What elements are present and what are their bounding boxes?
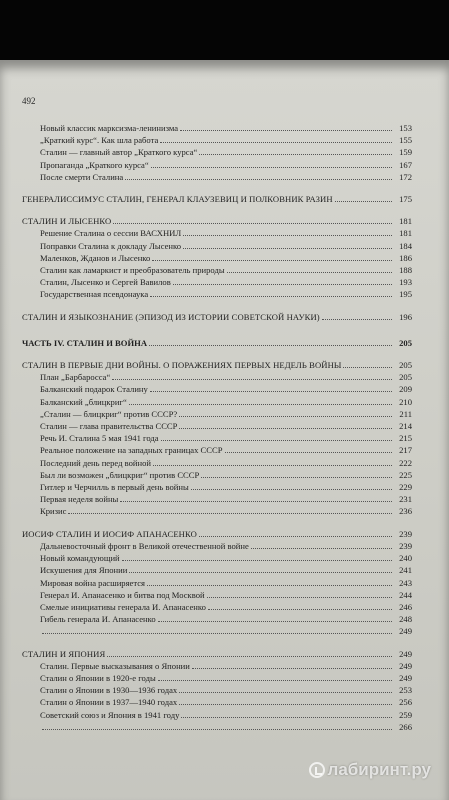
toc-entry (22, 276, 412, 288)
toc-entry-page: 215 (399, 433, 412, 444)
toc-entry-title: Сталин о Японии в 1930—1936 годах (40, 685, 178, 696)
toc-leader-dots (120, 493, 392, 502)
toc-entry (22, 505, 412, 517)
toc-entry-page: 249 (399, 672, 412, 683)
toc-leader-dots (179, 408, 392, 417)
toc-entry-title: Гитлер и Черчилль в первый день войны (40, 482, 189, 493)
toc-entry-title: Поправки Сталина к докладу Лысенко (40, 240, 182, 251)
toc-leader-dots (129, 564, 392, 573)
toc-leader-dots (68, 505, 392, 514)
toc-entry-page: 181 (399, 216, 412, 227)
toc-entry (22, 493, 412, 505)
toc-entry-title: Сталин — глава правительства СССР (40, 421, 178, 432)
toc-leader-dots (335, 193, 392, 202)
toc-entry-page: 172 (399, 171, 412, 182)
toc-entry-page: 239 (399, 540, 412, 551)
table-of-contents (22, 122, 412, 733)
toc-entry-page: 246 (399, 601, 412, 612)
toc-entry-title: Последний день перед войной (40, 457, 152, 468)
toc-entry (22, 159, 412, 171)
toc-leader-dots (179, 696, 392, 705)
toc-entry (22, 288, 412, 300)
toc-entry (22, 252, 412, 264)
toc-entry-page: 181 (399, 228, 412, 239)
toc-leader-dots (113, 215, 392, 224)
toc-leader-dots (343, 359, 392, 368)
toc-entry (22, 311, 412, 323)
toc-entry-title: Маленков, Жданов и Лысенко (40, 252, 151, 263)
toc-entry-title: Гибель генерала И. Апанасенко (40, 614, 156, 625)
toc-leader-dots (42, 721, 392, 730)
toc-spacer (22, 323, 412, 337)
toc-leader-dots (152, 252, 392, 261)
toc-entry-title: Кризис (40, 506, 67, 517)
watermark-text: лабиринт.ру (327, 760, 431, 779)
toc-entry-title: Сталин, Лысенко и Сергей Вавилов (40, 277, 171, 288)
toc-entry-title: Генерал И. Апанасенко и битва под Москвой (40, 589, 205, 600)
toc-leader-dots (149, 337, 392, 346)
toc-leader-dots (181, 709, 392, 718)
toc-leader-dots (147, 577, 392, 586)
toc-leader-dots (160, 134, 392, 143)
toc-entry-page: 196 (399, 311, 412, 322)
toc-entry-title: Сталин о Японии в 1937—1940 годах (40, 697, 178, 708)
toc-leader-dots (129, 396, 392, 405)
toc-leader-dots (251, 540, 392, 549)
toc-entry-page: 205 (399, 372, 412, 383)
toc-leader-dots (158, 613, 392, 622)
toc-leader-dots (107, 648, 392, 657)
toc-entry-title: Речь И. Сталина 5 мая 1941 года (40, 433, 159, 444)
toc-entry-title: Новый командующий (40, 553, 120, 564)
toc-entry (22, 528, 412, 540)
toc-entry-page: 253 (399, 685, 412, 696)
toc-entry (22, 193, 412, 205)
toc-leader-dots (201, 469, 392, 478)
toc-entry-page: 236 (399, 506, 412, 517)
toc-entry-title: Искушения для Японии (40, 565, 128, 576)
toc-entry-page: 241 (399, 565, 412, 576)
toc-entry-page: 175 (399, 194, 412, 205)
toc-entry-page: 159 (399, 147, 412, 158)
toc-entry (22, 672, 412, 684)
toc-entry (22, 625, 412, 637)
toc-leader-dots (150, 288, 392, 297)
toc-spacer (22, 638, 412, 648)
toc-entry-title: „Краткий курс“. Как шла работа (40, 135, 159, 146)
toc-entry-page: 195 (399, 289, 412, 300)
toc-entry (22, 481, 412, 493)
toc-entry-title: ГЕНЕРАЛИССИМУС СТАЛИН, ГЕНЕРАЛ КЛАУЗЕВИЦ И ПОЛКОВНИК РАЗИН (22, 194, 333, 205)
page-number: 492 (22, 96, 36, 106)
toc-entry-page: 211 (399, 408, 412, 419)
toc-entry-page: 243 (399, 577, 412, 588)
toc-entry (22, 564, 412, 576)
toc-entry (22, 264, 412, 276)
toc-leader-dots (180, 122, 392, 131)
toc-entry (22, 371, 412, 383)
toc-entry (22, 146, 412, 158)
toc-entry (22, 709, 412, 721)
toc-entry-title: Решение Сталина о сессии ВАСХНИЛ (40, 228, 182, 239)
toc-leader-dots (192, 660, 392, 669)
toc-entry (22, 337, 412, 349)
toc-entry (22, 420, 412, 432)
toc-entry-title: СТАЛИН В ПЕРВЫЕ ДНИ ВОЙНЫ. О ПОРАЖЕНИЯХ ПЕРВЫХ НЕДЕЛЬ ВОЙНЫ (22, 360, 342, 371)
toc-entry-title: СТАЛИН И ЯЗЫКОЗНАНИЕ (ЭПИЗОД ИЗ ИСТОРИИ СОВЕТСКОЙ НАУКИ) (22, 311, 320, 322)
toc-leader-dots (153, 457, 392, 466)
toc-entry (22, 215, 412, 227)
toc-leader-dots (225, 444, 392, 453)
toc-entry-title: СТАЛИН И ЯПОНИЯ (22, 648, 106, 659)
toc-entry-title: Балканский подарок Сталину (40, 384, 148, 395)
toc-entry-page: 249 (399, 648, 412, 659)
toc-entry-title: После смерти Сталина (40, 171, 124, 182)
toc-entry-title: Сталин о Японии в 1920-е годы (40, 672, 156, 683)
toc-entry (22, 408, 412, 420)
toc-entry-page: 225 (399, 469, 412, 480)
toc-entry-page: 229 (399, 482, 412, 493)
toc-entry (22, 383, 412, 395)
toc-entry-title: ЧАСТЬ IV. СТАЛИН И ВОЙНА (22, 337, 148, 348)
toc-entry-title: Сталин — главный автор „Краткого курса“ (40, 147, 198, 158)
toc-entry-page: 186 (399, 252, 412, 263)
toc-leader-dots (207, 589, 392, 598)
toc-spacer (22, 518, 412, 528)
toc-entry-page: 259 (399, 709, 412, 720)
toc-leader-dots (125, 171, 392, 180)
toc-entry-page: 167 (399, 159, 412, 170)
toc-leader-dots (150, 383, 392, 392)
toc-leader-dots (179, 420, 392, 429)
toc-entry-page: 244 (399, 589, 412, 600)
toc-entry (22, 696, 412, 708)
toc-entry-title: Новый классик марксизма-ленинизма (40, 123, 179, 133)
toc-entry-page: 155 (399, 135, 412, 146)
toc-entry-page: 205 (399, 337, 412, 348)
toc-entry-title: Советский союз и Япония в 1941 году (40, 709, 180, 720)
toc-entry-page: 249 (399, 660, 412, 671)
toc-entry-page: 188 (399, 265, 412, 276)
toc-leader-dots (227, 264, 392, 273)
toc-entry (22, 122, 412, 134)
toc-entry-title: Дальневосточный фронт в Великой отечественной войне (40, 540, 249, 551)
toc-spacer (22, 205, 412, 215)
toc-entry-title: Сталин. Первые высказывания о Японии (40, 660, 190, 671)
toc-entry-page: 256 (399, 697, 412, 708)
toc-entry (22, 552, 412, 564)
toc-entry (22, 432, 412, 444)
toc-entry-title: Реальное положение на западных границах СССР (40, 445, 223, 456)
toc-leader-dots (151, 159, 392, 168)
toc-entry-title: Сталин как ламаркист и преобразователь природы (40, 265, 225, 276)
toc-entry-page: 217 (399, 445, 412, 456)
labirint-logo-icon (309, 762, 325, 778)
toc-entry (22, 240, 412, 252)
toc-entry-title: Смелые инициативы генерала И. Апанасенко (40, 601, 206, 612)
toc-entry-page: 184 (399, 240, 412, 251)
toc-leader-dots (199, 528, 392, 537)
toc-leader-dots (122, 552, 392, 561)
toc-leader-dots (179, 684, 392, 693)
toc-leader-dots (158, 672, 392, 681)
toc-leader-dots (208, 601, 392, 610)
toc-entry-title: Пропаганда „Краткого курса“ (40, 159, 149, 170)
toc-entry (22, 469, 412, 481)
toc-spacer (22, 349, 412, 359)
toc-entry-title: План „Барбаросса“ (40, 372, 111, 383)
toc-leader-dots (42, 625, 392, 634)
toc-entry (22, 613, 412, 625)
toc-leader-dots (322, 311, 392, 320)
toc-leader-dots (173, 276, 392, 285)
toc-entry (22, 577, 412, 589)
toc-entry-page: 231 (399, 494, 412, 505)
toc-leader-dots (112, 371, 392, 380)
toc-entry-page: 266 (399, 721, 412, 732)
toc-entry-page: 222 (399, 457, 412, 468)
toc-leader-dots (183, 227, 392, 236)
toc-entry (22, 721, 412, 733)
toc-entry (22, 444, 412, 456)
toc-leader-dots (191, 481, 392, 490)
toc-entry-page: 209 (399, 384, 412, 395)
toc-spacer (22, 301, 412, 311)
toc-entry-page: 248 (399, 614, 412, 625)
toc-entry-page: 249 (399, 626, 412, 637)
toc-entry-title: Первая неделя войны (40, 494, 119, 505)
toc-entry-page: 205 (399, 360, 412, 371)
toc-entry-title: СТАЛИН И ЛЫСЕНКО (22, 216, 112, 227)
toc-entry (22, 660, 412, 672)
toc-entry-title: „Сталин — блицкриг“ против СССР? (40, 408, 178, 419)
toc-entry (22, 227, 412, 239)
toc-entry-title: ИОСИФ СТАЛИН И ИОСИФ АПАНАСЕНКО (22, 528, 197, 539)
toc-entry-page: 214 (399, 421, 412, 432)
toc-entry (22, 601, 412, 613)
toc-entry-title: Балканский „блицкриг“ (40, 396, 127, 407)
toc-entry (22, 648, 412, 660)
toc-entry (22, 359, 412, 371)
toc-entry-title: Был ли возможен „блицкриг“ против СССР (40, 469, 200, 480)
toc-entry-title: Государственная псевдонаука (40, 289, 149, 300)
toc-entry (22, 134, 412, 146)
toc-entry-page: 193 (399, 277, 412, 288)
toc-leader-dots (199, 146, 392, 155)
toc-entry (22, 589, 412, 601)
toc-entry-page: 210 (399, 396, 412, 407)
toc-entry (22, 171, 412, 183)
toc-entry (22, 540, 412, 552)
toc-entry-page: 153 (399, 123, 412, 133)
toc-entry (22, 396, 412, 408)
toc-entry-page: 240 (399, 553, 412, 564)
toc-entry-page: 239 (399, 528, 412, 539)
toc-entry (22, 684, 412, 696)
toc-entry-title: Мировая война расширяется (40, 577, 145, 588)
toc-entry (22, 457, 412, 469)
toc-leader-dots (161, 432, 392, 441)
toc-spacer (22, 183, 412, 193)
toc-leader-dots (183, 240, 392, 249)
watermark (309, 760, 431, 780)
